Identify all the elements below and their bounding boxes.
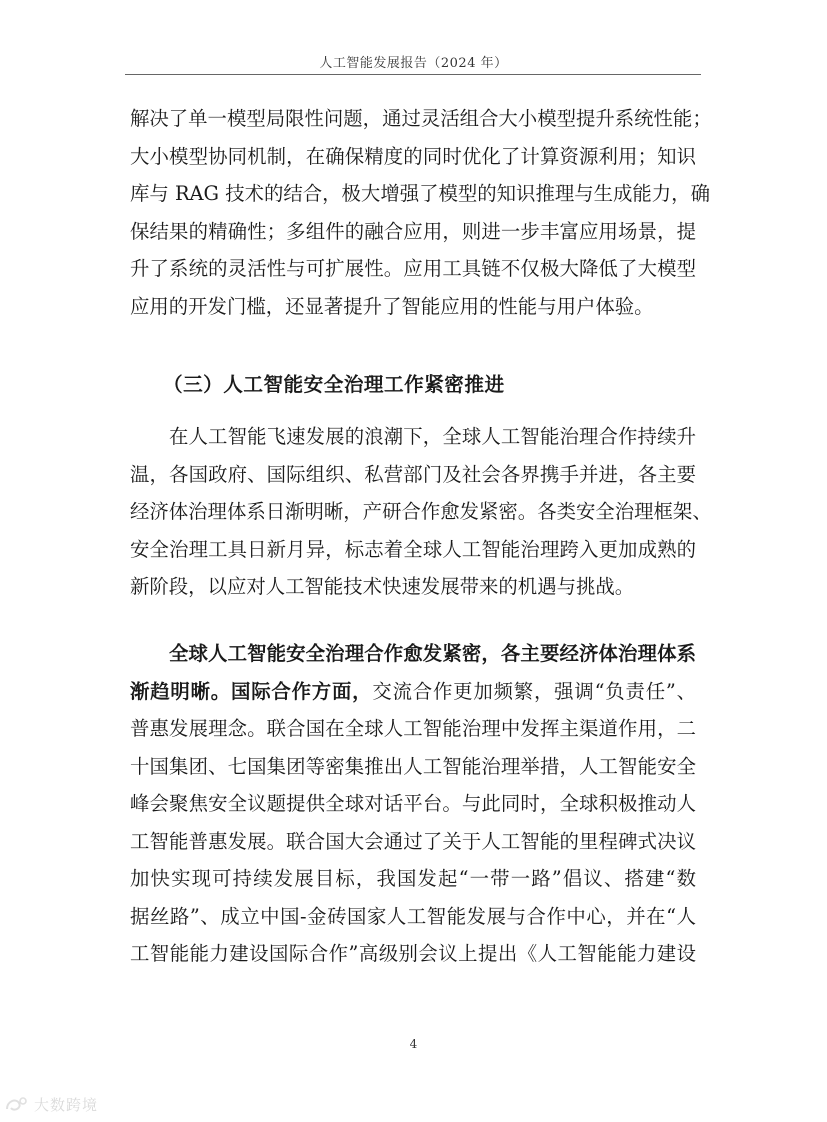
bold-lead-line: 全球人工智能安全治理合作愈发紧密，各主要经济体治理体系 [169, 642, 696, 665]
text-line: 工智能能力建设国际合作”高级别会议上提出《人工智能能力建设 [130, 942, 696, 965]
section-heading: （三）人工智能安全治理工作紧密推进 [163, 373, 505, 396]
text-line: 安全治理工具日新月异，标志着全球人工智能治理跨入更加成熟的 [130, 537, 696, 561]
text-run: 交流合作更加频繁，强调“负责任”、 [372, 679, 697, 703]
text-line: 新阶段，以应对人工智能技术快速发展带来的机遇与挑战。 [130, 575, 635, 598]
text-line: 保结果的精确性；多组件的融合应用，则进一步丰富应用场景，提 [130, 219, 696, 243]
text-line: 在人工智能飞速发展的浪潮下，全球人工智能治理合作持续升 [169, 425, 696, 448]
paragraph-continued [130, 100, 712, 325]
watermark-logo-icon [4, 1095, 30, 1115]
text-line: 加快实现可持续发展目标，我国发起“一带一路”倡议、搭建“数 [130, 867, 696, 890]
header-divider [125, 74, 701, 75]
text-line: 十国集团、七国集团等密集推出人工智能治理举措，人工智能安全 [130, 754, 696, 778]
text-line: 据丝路”、成立中国-金砖国家人工智能发展与合作中心，并在“人 [130, 904, 696, 928]
watermark-text: 大数跨境 [34, 1096, 99, 1114]
text-line: 应用的开发门槛，还显著提升了智能应用的性能与用户体验。 [130, 294, 654, 318]
page-number: 4 [409, 1037, 418, 1051]
paragraph-international-cooperation [130, 635, 696, 973]
text-line: 大小模型协同机制，在确保精度的同时优化了计算资源利用；知识 [130, 144, 696, 168]
text-line: 工智能普惠发展。联合国大会通过了关于人工智能的里程碑式决议 [130, 829, 696, 853]
text-line: 经济体治理体系日渐明晰，产研合作愈发紧密。各类安全治理框架、 [130, 500, 712, 523]
text-line: 普惠发展理念。联合国在全球人工智能治理中发挥主渠道作用，二 [130, 717, 696, 740]
bold-lead-text: 渐趋明晰。国际合作方面， [130, 679, 373, 703]
text-line: 峰会聚焦安全议题提供全球对话平台。与此同时，全球积极推动人 [130, 792, 696, 815]
running-header: 人工智能发展报告（2024 年） [319, 56, 508, 71]
watermark [4, 1094, 98, 1115]
paragraph-governance-intro [130, 418, 712, 606]
text-line: 温，各国政府、国际组织、私营部门及社会各界携手并进，各主要 [130, 462, 696, 486]
text-line: 解决了单一模型局限性问题，通过灵活组合大小模型提升系统性能； [130, 107, 712, 130]
text-line: 升了系统的灵活性与可扩展性。应用工具链不仅极大降低了大模型 [130, 257, 696, 280]
text-line [130, 673, 696, 711]
text-line: 库与 RAG 技术的结合，极大增强了模型的知识推理与生成能力，确 [130, 182, 710, 205]
